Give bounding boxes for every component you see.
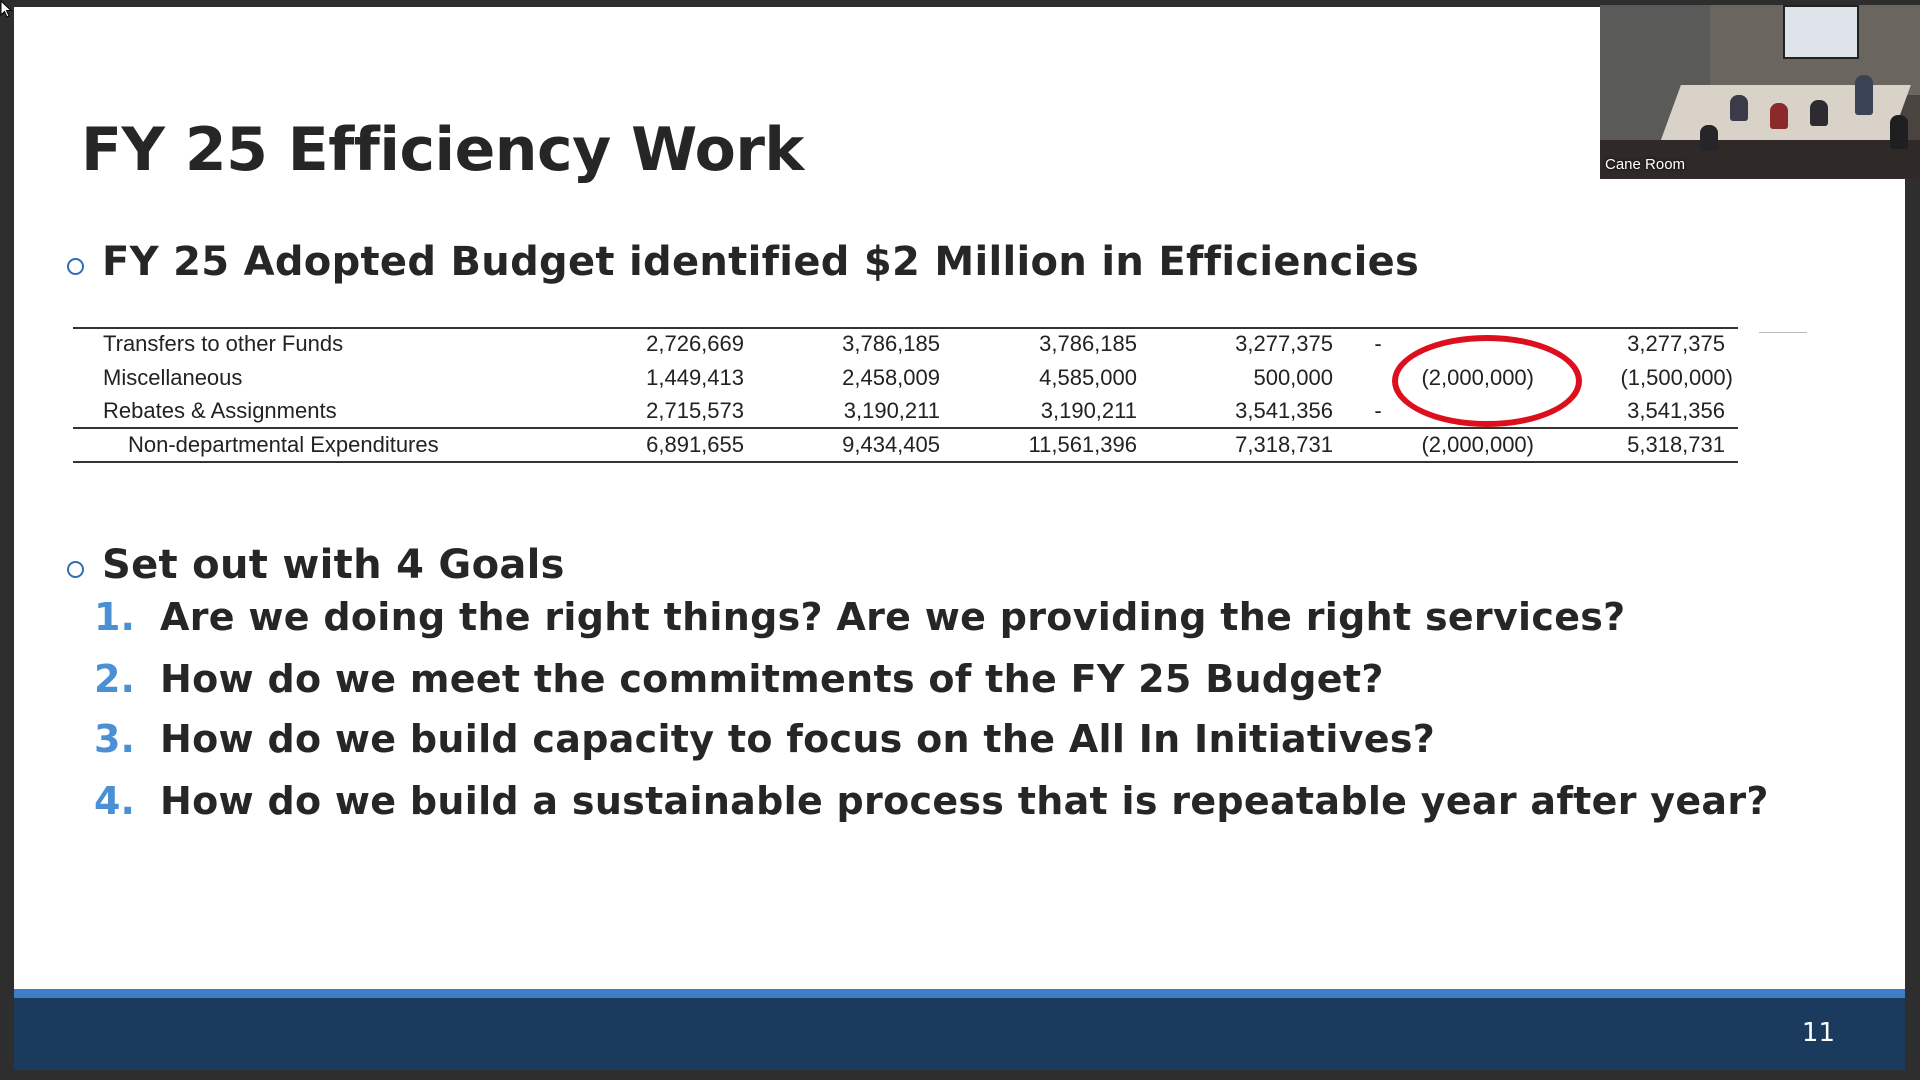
video-participant-name: Cane Room xyxy=(1605,156,1686,173)
table-rule xyxy=(73,327,1738,329)
slide-title: FY 25 Efficiency Work xyxy=(81,115,804,185)
goal-number: 1. xyxy=(94,595,135,639)
cell: (1,500,000) xyxy=(1620,365,1733,390)
goal-number: 3. xyxy=(94,717,135,761)
cell: 2,715,573 xyxy=(646,398,744,423)
slide-footer xyxy=(14,998,1905,1070)
goal-item xyxy=(94,779,1769,823)
clipped-row-top xyxy=(58,303,1738,316)
video-person xyxy=(1810,100,1828,126)
goal-text: How do we build capacity to focus on the All In Initiatives? xyxy=(160,717,1436,761)
cell: 2,458,009 xyxy=(842,365,940,390)
goal-text: How do we meet the commitments of the FY 25 Budget? xyxy=(160,657,1384,701)
table-rule xyxy=(73,461,1738,463)
cell: 3,190,211 xyxy=(1040,398,1137,423)
row-label: Transfers to other Funds xyxy=(103,331,344,356)
video-projector-screen xyxy=(1783,5,1859,59)
cell: 500,000 xyxy=(1253,365,1333,390)
goal-item xyxy=(94,717,1435,761)
cell: 1,449,413 xyxy=(646,365,744,390)
goal-number: 2. xyxy=(94,657,135,701)
cell: 3,786,185 xyxy=(1039,331,1137,356)
footer-accent-bar xyxy=(14,989,1905,998)
table-rule xyxy=(73,427,1738,429)
video-person xyxy=(1890,115,1908,149)
bullet-text: FY 25 Adopted Budget identified $2 Million in Efficiencies xyxy=(102,239,1420,285)
decorative-line xyxy=(1759,332,1807,333)
row-label: Miscellaneous xyxy=(103,365,243,390)
cell: 3,541,356 xyxy=(1235,398,1333,423)
cell: 4,585,000 xyxy=(1039,365,1137,390)
bullet-goals xyxy=(67,542,565,588)
highlight-circle xyxy=(1392,335,1582,427)
row-label: Non-departmental Expenditures xyxy=(128,432,439,457)
bullet-budget-efficiencies xyxy=(67,239,1419,285)
cell: 11,561,396 xyxy=(1028,432,1137,457)
video-person xyxy=(1770,103,1788,129)
cell: - xyxy=(1374,331,1382,356)
cell: 5,318,731 xyxy=(1627,432,1725,457)
goal-text: Are we doing the right things? Are we providing the right services? xyxy=(160,595,1626,639)
goal-text: How do we build a sustainable process that is repeatable year after year? xyxy=(160,779,1769,823)
cell: 2,726,669 xyxy=(646,331,744,356)
participant-video-tile[interactable] xyxy=(1600,5,1920,179)
bullet-circle-icon xyxy=(67,258,84,275)
cell: 3,190,211 xyxy=(843,398,940,423)
video-person xyxy=(1700,125,1718,151)
cell: 3,541,356 xyxy=(1627,398,1725,423)
video-person xyxy=(1730,95,1748,121)
table-row-subtotal xyxy=(58,432,1738,462)
cell-highlighted: (2,000,000) xyxy=(1421,365,1534,390)
cell: (2,000,000) xyxy=(1421,432,1534,457)
cell: 3,277,375 xyxy=(1627,331,1725,356)
goal-item xyxy=(94,657,1384,701)
goal-number: 4. xyxy=(94,779,135,823)
goal-item xyxy=(94,595,1626,639)
cell: 7,318,731 xyxy=(1235,432,1333,457)
cell: 3,277,375 xyxy=(1235,331,1333,356)
row-label: Rebates & Assignments xyxy=(103,398,337,423)
mouse-cursor-icon xyxy=(0,0,14,18)
video-person xyxy=(1855,75,1873,115)
cell: 9,434,405 xyxy=(842,432,940,457)
bullet-circle-icon xyxy=(67,561,84,578)
cell: 6,891,655 xyxy=(646,432,744,457)
cell: 3,786,185 xyxy=(842,331,940,356)
cell: - xyxy=(1374,398,1382,423)
bullet-text: Set out with 4 Goals xyxy=(102,542,565,588)
page-number: 11 xyxy=(1801,1018,1835,1048)
